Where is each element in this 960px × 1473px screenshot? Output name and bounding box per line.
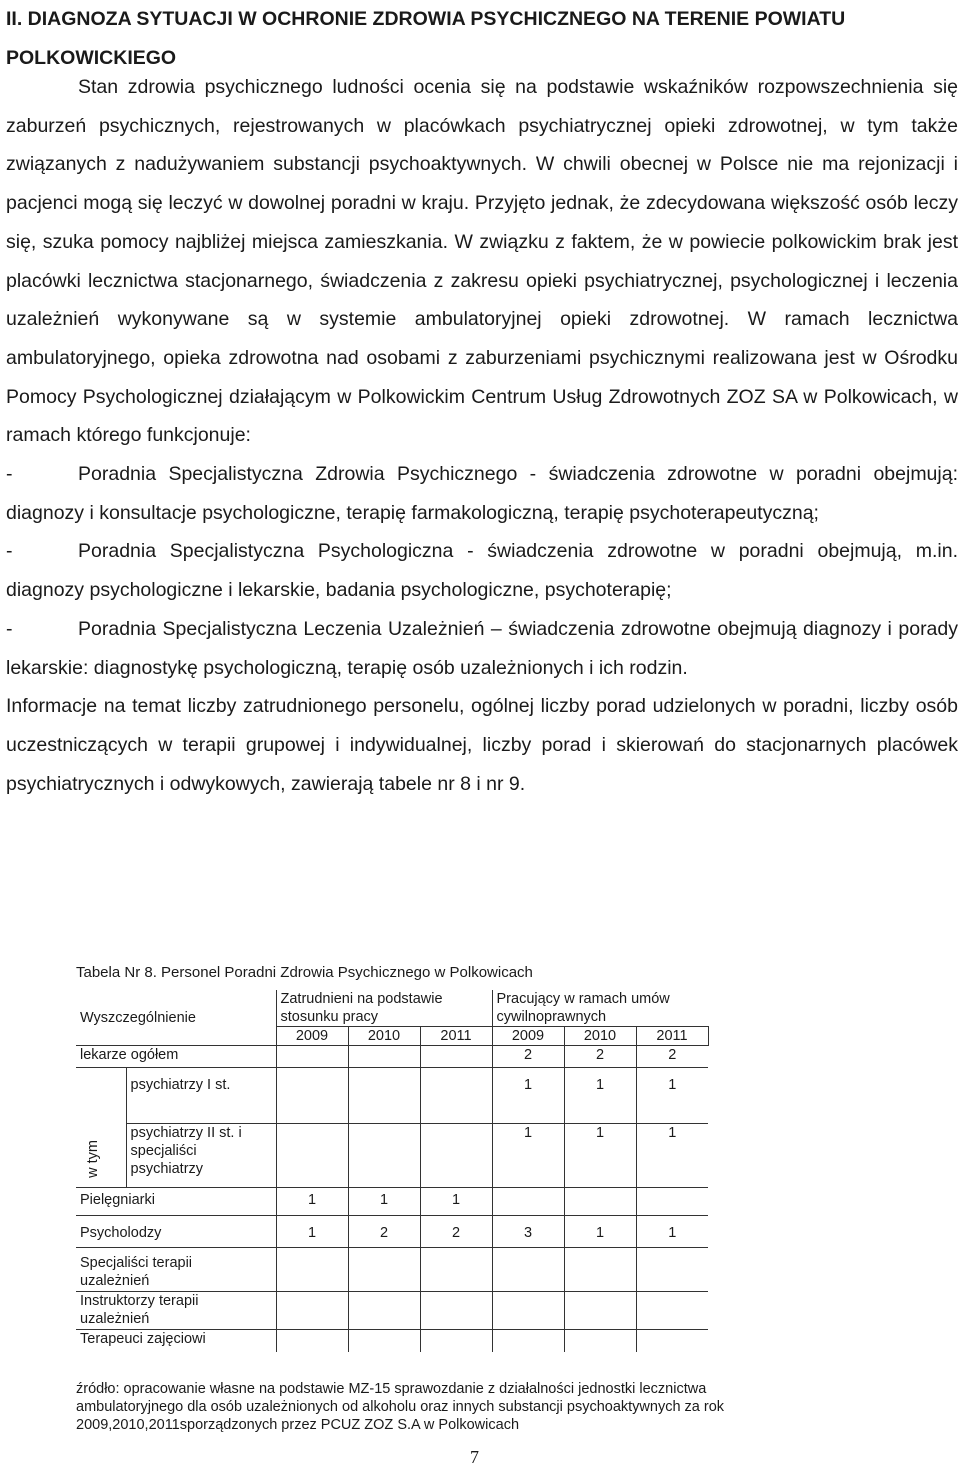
list-item: - Poradnia Specjalistyczna Psychologiczna - świadczenia zdrowotne w poradni obejmują, m.in. diagnozy psychologiczne i lekarskie, badania psychologiczne, psychoterapię; [6,532,958,609]
header-group-civil: Pracujący w ramach umów cywilnoprawnych [492,990,708,1027]
header-group-employment: Zatrudnieni na podstawie stosunku pracy [276,990,492,1027]
header-year: 2010 [348,1027,420,1046]
table-row [76,1248,708,1292]
section-heading: II. DIAGNOZA SYTUACJI W OCHRONIE ZDROWIA PSYCHICZNEGO NA TERENIE POWIATU POLKOWICKIEGO [6,8,846,69]
table-row: lekarze ogółem 2 2 2 [76,1046,708,1068]
row-label: psychiatrzy II st. i specjaliści psychiatrzy [126,1124,276,1188]
paragraph-tables-info: Informacje na temat liczby zatrudnionego personelu, ogólnej liczby porad udzielonych w poradni, liczby osób uczestniczących w terapii grupowej i indywidualnej, liczby porad i skierowań do stacjonarnych placówek psychiatrycznych i odwykowych, zawierają tabele nr 8 i nr 9. [6,695,958,795]
row-label: lekarze ogółem [76,1046,276,1068]
header-year: 2011 [636,1027,708,1046]
row-label: psychiatrzy I st. [126,1068,276,1124]
header-year: 2009 [276,1027,348,1046]
list-dash: - [6,540,13,563]
w-tym-label: w tym [85,1140,101,1178]
row-label: Instruktorzy terapii uzależnień [76,1292,276,1330]
header-year: 2009 [492,1027,564,1046]
paragraph-intro: Stan zdrowia psychicznego ludności ocenia się na podstawie wskaźników rozpowszechnienia się zaburzeń psychicznych, rejestrowanych w placówkach psychiatrycznej opieki zdrowotnej, w tym także związanych z nadużywaniem substancji psychoaktywnych. W chwili obecnej w Polsce nie ma rejonizacji i pacjenci mogą się leczyć w dowolnej poradni w kraju. Przyjęto jednak, że zdecydowana większość osób leczy się, szuka pomocy najbliżej miejsca zamieszkania. W związku z faktem, że w powiecie polkowickim brak jest placówki lecznictwa stacjonarnego, świadczenia z zakresu opieki psychiatrycznej, psychologicznej i leczenia uzależnień wykonywane są w systemie ambulatoryjnej opieki zdrowotnej. W ramach lecznictwa ambulatoryjnego, opieka zdrowotna nad osobami z zaburzeniami psychicznymi realizowana jest w Ośrodku Pomocy Psychologicznej działającym w Polkowickim Centrum Usług Zdrowotnych ZOZ SA w Polkowicach, w ramach którego funkcjonuje: [6,76,958,447]
page-number: 7 [470,1447,479,1467]
row-label: Psycholodzy [76,1216,276,1248]
table-row: Pielęgniarki 1 1 1 [76,1188,708,1216]
list-item: - Poradnia Specjalistyczna Zdrowia Psychicznego - świadczenia zdrowotne w poradni obejmują: diagnozy i konsultacje psychologiczne, terapię farmakologiczną, terapię psychoterapeutyczną; [6,455,958,532]
header-year: 2010 [564,1027,636,1046]
list-dash: - [6,617,13,640]
table-row [76,1292,708,1330]
list-item: - Poradnia Specjalistyczna Leczenia Uzależnień – świadczenia zdrowotne obejmują diagnozy i porady lekarskie: diagnostykę psychologiczną, terapię osób uzależnionych i ich rodzin. [6,610,958,687]
table-source-note: źródło: opracowanie własne na podstawie MZ-15 sprawozdanie z działalności jednostki lecznictwa ambulatoryjnego dla osób uzależnionych od alkoholu oraz innych substancji psychoaktywnych za rok 2009,2010,2011sporządzonych przez PCUZ ZOZ S.A w Polkowicach [76,1381,725,1433]
header-wyszczegolnienie: Wyszczególnienie [76,990,276,1046]
table-row [76,1330,708,1352]
personnel-table [76,990,709,1352]
table-row: Psycholodzy 1 2 2 3 1 1 [76,1216,708,1248]
table-row: w tym psychiatrzy I st. 1 1 1 [76,1068,708,1124]
row-label: Specjaliści terapii uzależnień [76,1248,276,1292]
row-label: Pielęgniarki [76,1188,276,1216]
list-dash: - [6,463,13,486]
w-tym-cell [76,1068,126,1188]
body-text [6,68,958,803]
table-row: psychiatrzy II st. i specjaliści psychiatrzy 1 1 1 [76,1124,708,1188]
row-label: Terapeuci zajęciowi [76,1330,276,1352]
table-caption: Tabela Nr 8. Personel Poradni Zdrowia Psychicznego w Polkowicach [76,964,533,981]
header-year: 2011 [420,1027,492,1046]
